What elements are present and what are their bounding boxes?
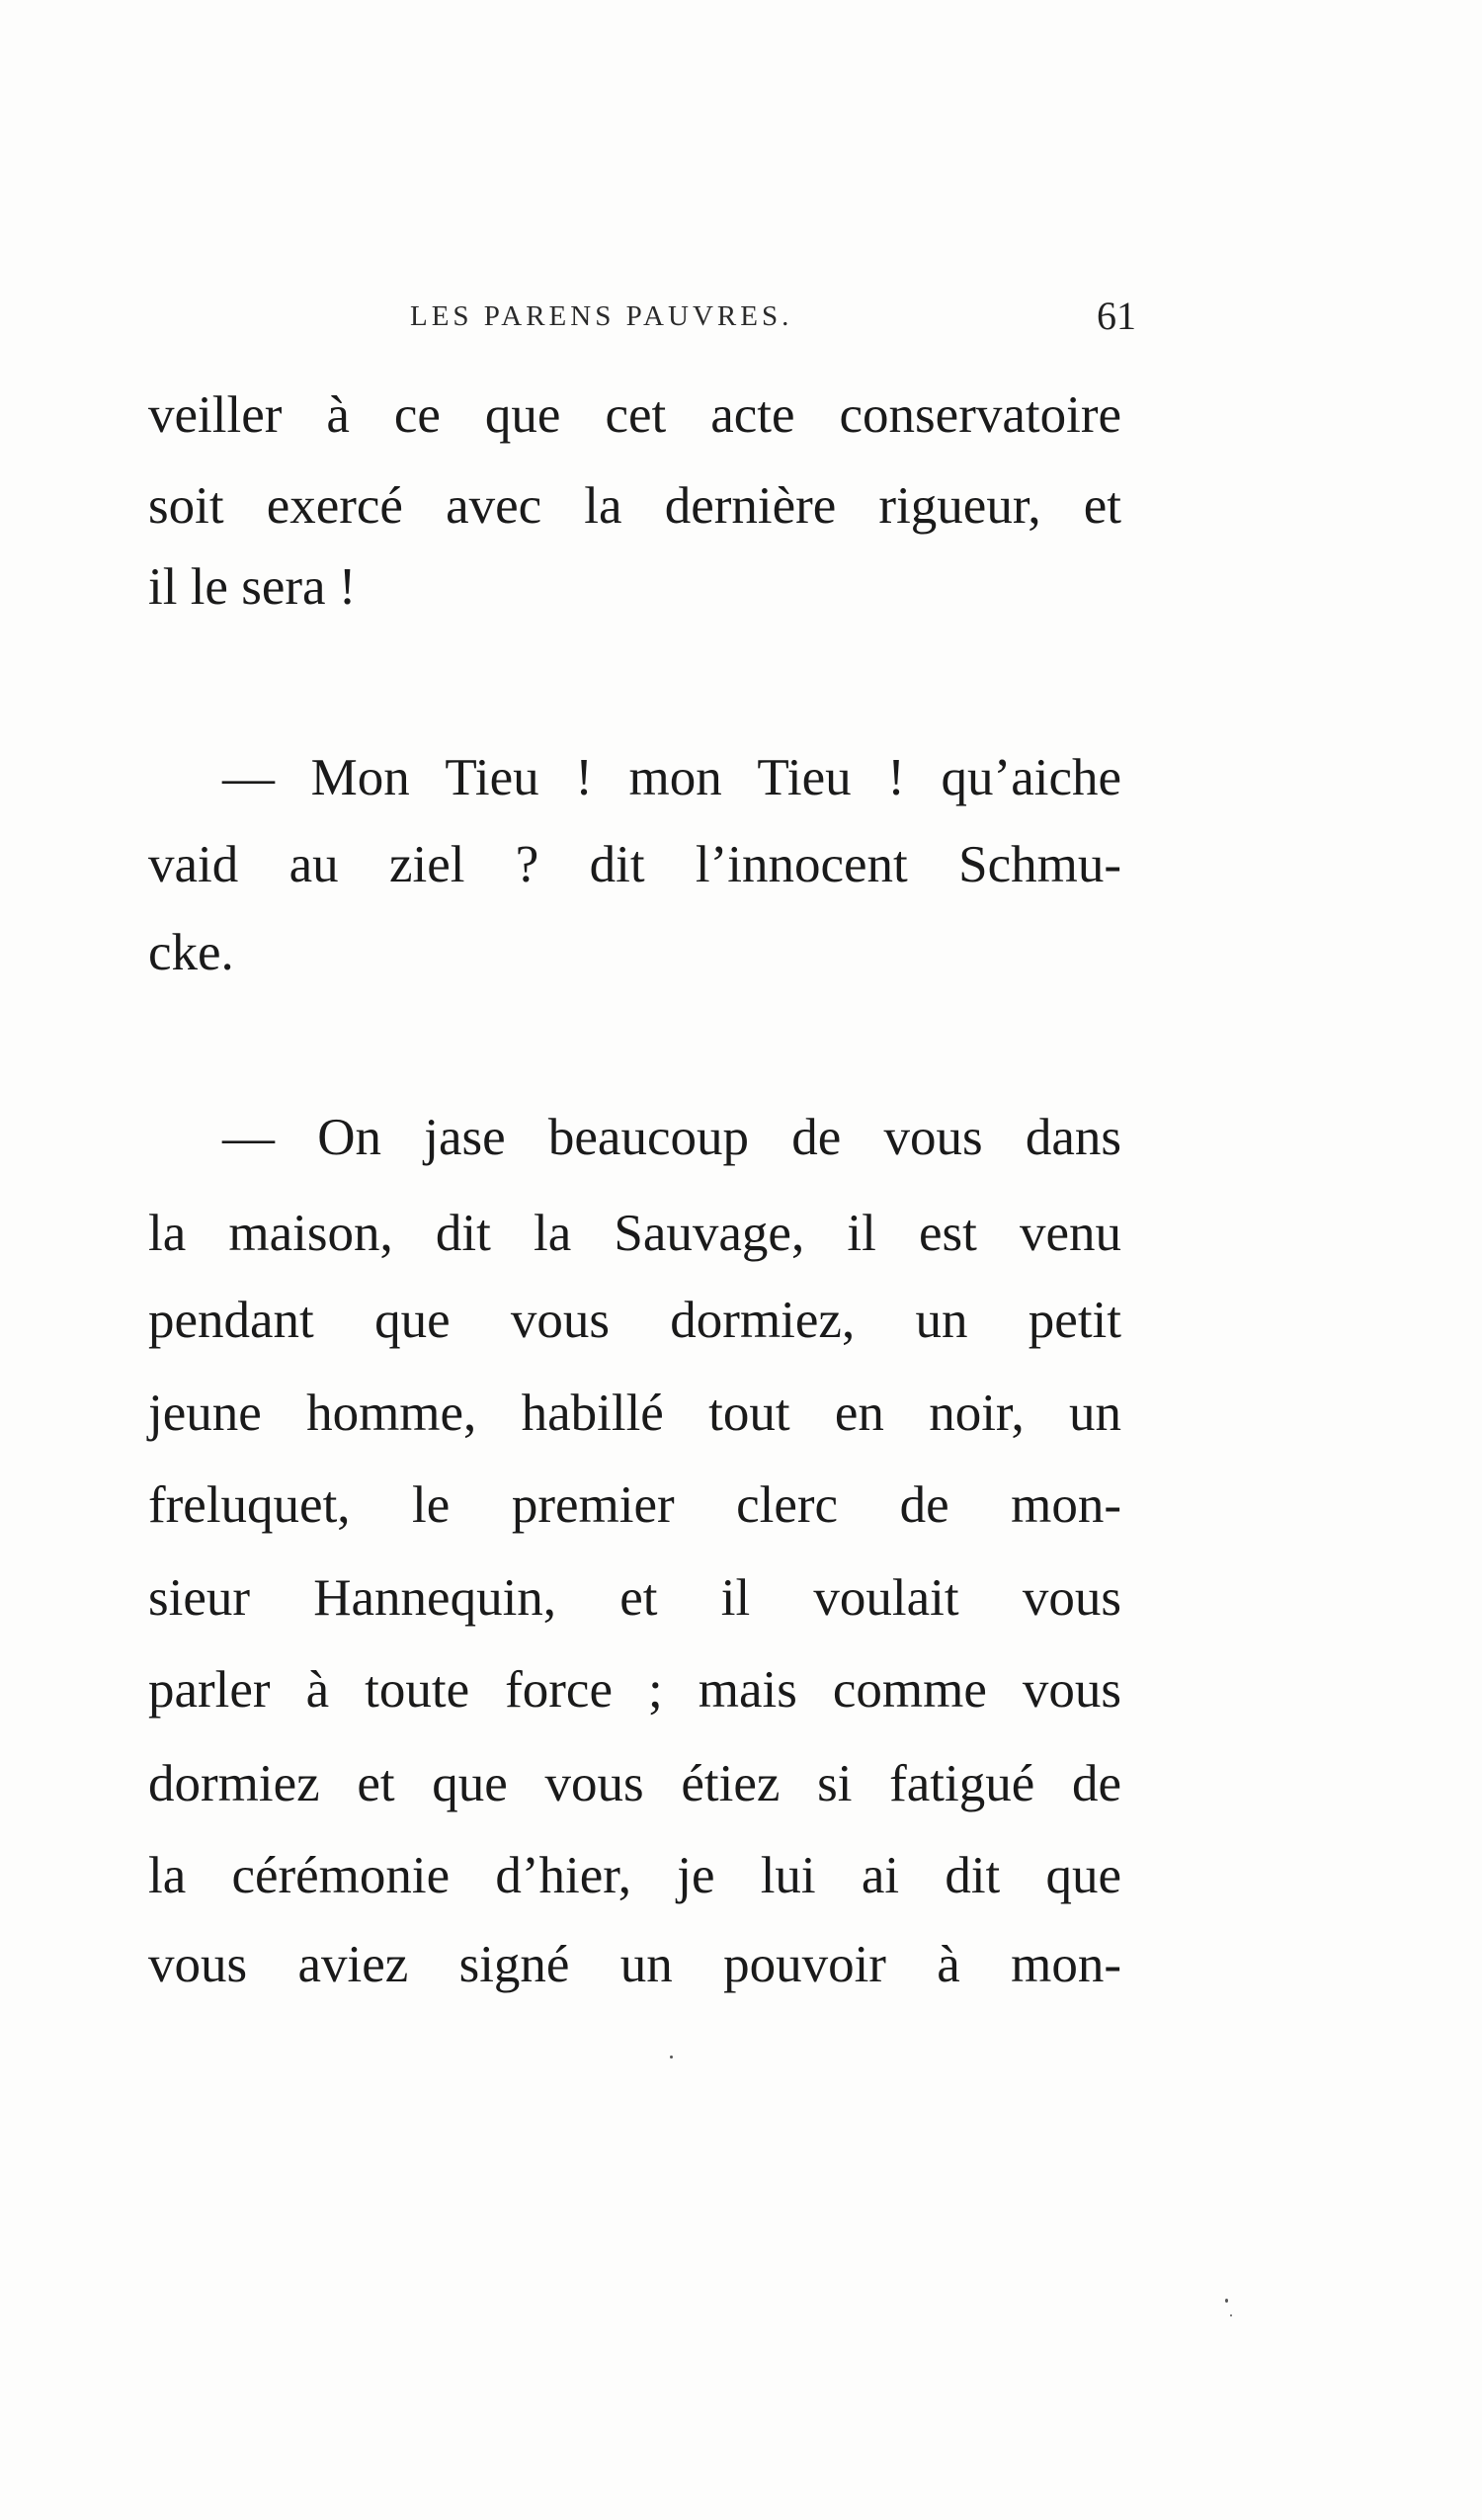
text-line: la cérémonie d’hier, je lui ai dit que [148,1847,1121,1904]
page-header [410,293,1136,342]
text-line: dormiez et que vous étiez si fatigué de [148,1755,1121,1812]
text-line: — Mon Tieu ! mon Tieu ! qu’aiche [222,749,1121,806]
page-number: 61 [1097,294,1136,338]
text-line: jeune homme, habillé tout en noir, un [148,1385,1121,1442]
running-title: LES PARENS PAUVRES. [410,300,793,332]
text-line: — On jase beaucoup de vous dans [222,1109,1121,1166]
text-line: parler à toute force ; mais comme vous [148,1661,1121,1719]
text-line: cke. [148,924,234,981]
text-line: freluquet, le premier clerc de mon- [148,1476,1121,1534]
text-line: soit exercé avec la dernière rigueur, et [148,477,1121,535]
text-line: il le sera ! [148,558,357,616]
text-line: pendant que vous dormiez, un petit [148,1292,1121,1349]
text-line: la maison, dit la Sauvage, il est venu [148,1205,1121,1262]
text-line: veiller à ce que cet acte conservatoire [148,386,1121,444]
text-line: vaid au ziel ? dit l’innocent Schmu- [148,836,1121,893]
text-line: sieur Hannequin, et il voulait vous [148,1569,1121,1627]
text-line: vous aviez signé un pouvoir à mon- [148,1936,1121,1993]
